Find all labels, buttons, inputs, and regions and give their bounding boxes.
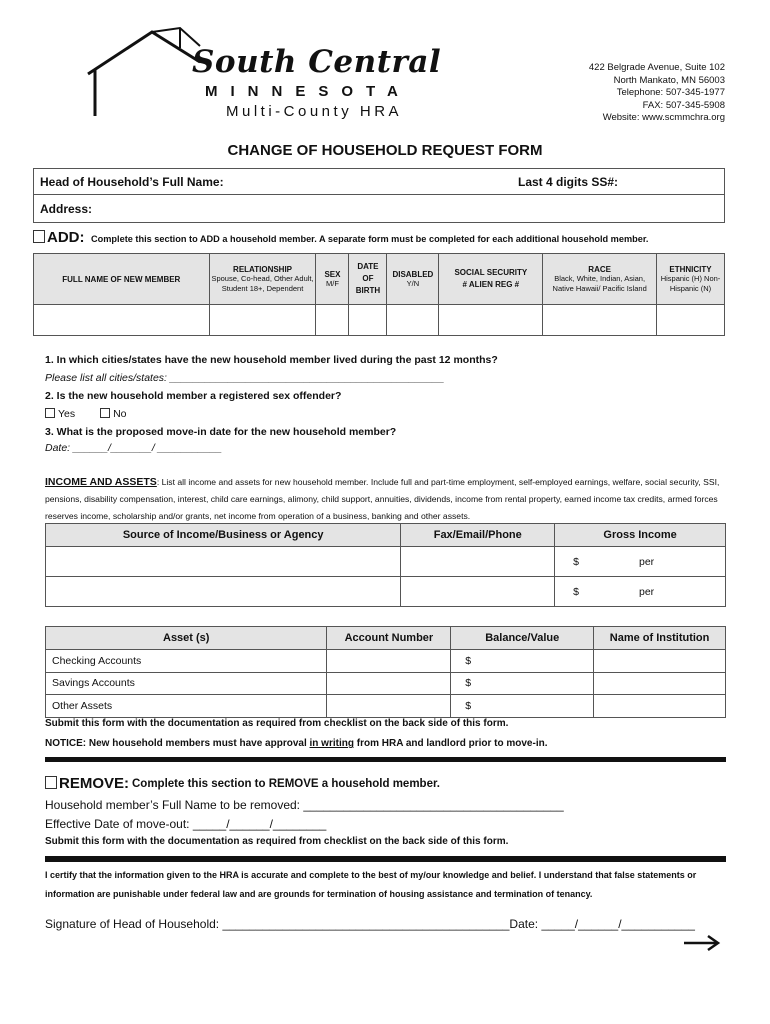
contact-fax: FAX: 507-345-5908 — [642, 99, 725, 111]
balance-cell-1[interactable]: $ — [451, 650, 594, 673]
balance-cell-2[interactable]: $ — [451, 672, 594, 695]
remove-name-line[interactable]: Household member’s Full Name to be removed: _______________________________________ — [45, 798, 564, 812]
contact-website: Website: www.scmmchra.org — [602, 112, 725, 123]
yes-label: Yes — [58, 408, 76, 420]
certification-text: I certify that the information given to the HRA is accurate and complete to the best of my/our knowledge and belief. I understand that false statements or information are punishable under federal law and are grounds for termination of housing assistance and termination of tenancy. — [45, 870, 697, 899]
cell-sex[interactable] — [316, 305, 349, 336]
next-page-arrow-icon — [683, 934, 721, 952]
section-divider-1 — [45, 757, 726, 762]
remove-submit-note: Submit this form with the documentation as required from checklist on the back side of this form. — [45, 836, 509, 847]
address-field[interactable] — [33, 194, 725, 223]
asset-row-checking: Checking Accounts — [46, 650, 327, 673]
col-ethnicity: ETHNICITY Hispanic (H) Non-Hispanic (N) — [657, 254, 725, 305]
add-checkbox[interactable] — [33, 230, 45, 243]
income-contact-cell-2[interactable] — [401, 577, 555, 607]
address-label: Address: — [40, 202, 93, 216]
add-member-table — [33, 253, 725, 336]
notice-text: NOTICE: New household members must have approval in writing from HRA and landlord prior to move-in. — [45, 738, 548, 749]
submit-note: Submit this form with the documentation as required from checklist on the back side of this form. — [45, 718, 509, 729]
cell-disabled[interactable] — [387, 305, 439, 336]
contact-block — [589, 62, 725, 125]
income-paragraph — [45, 474, 735, 525]
remove-instruction: Complete this section to REMOVE a household member. — [132, 778, 440, 790]
remove-checkbox[interactable] — [45, 776, 57, 789]
logo-sub-text: Multi-County HRA — [226, 103, 403, 120]
question-3-hint[interactable]: Date: ______/_______/ ___________ — [45, 442, 222, 454]
income-table — [45, 523, 726, 607]
account-cell-3[interactable] — [327, 695, 451, 718]
col-account-number: Account Number — [327, 627, 451, 650]
col-sex: SEX M/F — [316, 254, 349, 305]
col-income-contact: Fax/Email/Phone — [401, 524, 555, 547]
yes-checkbox[interactable] — [45, 408, 55, 418]
no-label: No — [113, 408, 127, 420]
cell-relationship[interactable] — [209, 305, 316, 336]
col-institution: Name of Institution — [594, 627, 726, 650]
col-balance: Balance/Value — [451, 627, 594, 650]
institution-cell-3[interactable] — [594, 695, 726, 718]
logo-state-text: MINNESOTA — [205, 83, 411, 100]
question-1: 1. In which cities/states have the new household member lived during the past 12 months? — [45, 354, 498, 366]
col-relationship: RELATIONSHIP Spouse, Co-head, Other Adult, Student 18+, Dependent — [209, 254, 316, 305]
cell-ethnicity[interactable] — [657, 305, 725, 336]
balance-cell-3[interactable]: $ — [451, 695, 594, 718]
contact-city: North Mankato, MN 56003 — [613, 74, 725, 86]
add-heading: ADD: — [33, 229, 85, 246]
remove-date-line[interactable]: Effective Date of move-out: _____/______/________ — [45, 817, 327, 831]
cell-ssn[interactable] — [439, 305, 543, 336]
asset-row-other: Other Assets — [46, 695, 327, 718]
question-1-hint[interactable]: Please list all cities/states: _______________________________________________ — [45, 372, 445, 384]
account-cell-2[interactable] — [327, 672, 451, 695]
no-checkbox[interactable] — [100, 408, 110, 418]
cell-dob[interactable] — [349, 305, 387, 336]
col-gross-income: Gross Income — [555, 524, 726, 547]
income-contact-cell-1[interactable] — [401, 547, 555, 577]
assets-table — [45, 626, 726, 718]
question-3: 3. What is the proposed move-in date for the new household member? — [45, 426, 397, 438]
institution-cell-1[interactable] — [594, 650, 726, 673]
contact-address: 422 Belgrade Avenue, Suite 102 — [588, 62, 725, 73]
col-ssn: SOCIAL SECURITY # ALIEN REG # — [439, 254, 543, 305]
contact-telephone: Telephone: 507-345-1977 — [616, 87, 725, 98]
institution-cell-2[interactable] — [594, 672, 726, 695]
col-income-source: Source of Income/Business or Agency — [46, 524, 401, 547]
question-2: 2. Is the new household member a registered sex offender? — [45, 390, 342, 402]
section-divider-2 — [45, 856, 726, 862]
income-source-cell-2[interactable] — [46, 577, 401, 607]
income-source-cell-1[interactable] — [46, 547, 401, 577]
col-asset: Asset (s) — [46, 627, 327, 650]
col-dob: DATE OF BIRTH — [349, 254, 387, 305]
gross-income-cell-2[interactable]: $ per — [555, 577, 726, 607]
cell-full-name[interactable] — [34, 305, 210, 336]
form-title: CHANGE OF HOUSEHOLD REQUEST FORM — [227, 142, 543, 159]
head-name-label: Head of Household’s Full Name: — [40, 175, 224, 189]
gross-income-cell-1[interactable]: $ per — [555, 547, 726, 577]
col-race: RACE Black, White, Indian, Asian, Native Hawaii/ Pacific Island — [543, 254, 657, 305]
question-2-options — [45, 408, 127, 420]
account-cell-1[interactable] — [327, 650, 451, 673]
income-heading: INCOME AND ASSETS — [45, 476, 157, 488]
remove-heading: REMOVE: — [45, 775, 129, 792]
cell-race[interactable] — [543, 305, 657, 336]
hra-logo-house-icon — [80, 24, 210, 124]
head-name-field[interactable] — [33, 168, 725, 195]
signature-line[interactable]: Signature of Head of Household: ___________________________________________Date: _____/______/___________ — [45, 917, 695, 931]
col-full-name: FULL NAME OF NEW MEMBER — [34, 254, 210, 305]
logo-main-text: South Central — [192, 44, 442, 80]
asset-row-savings: Savings Accounts — [46, 672, 327, 695]
add-instruction: Complete this section to ADD a household member. A separate form must be completed for each additional household member. — [91, 234, 649, 244]
income-text: : List all income and assets for new household member. Include full and part-time employment, self-employed earnings, welfare, social security, SSI, pensions, disability compensation, interest, child care earnings, alimony, child support, annuities, dividends, income from rental property, earned income tax credits, armed forces reserves income, scholarship and/or grants, net income from operation of a business, banking and other assets. — [45, 477, 720, 521]
col-disabled: DISABLED Y/N — [387, 254, 439, 305]
ssn-label: Last 4 digits SS#: — [518, 175, 619, 189]
